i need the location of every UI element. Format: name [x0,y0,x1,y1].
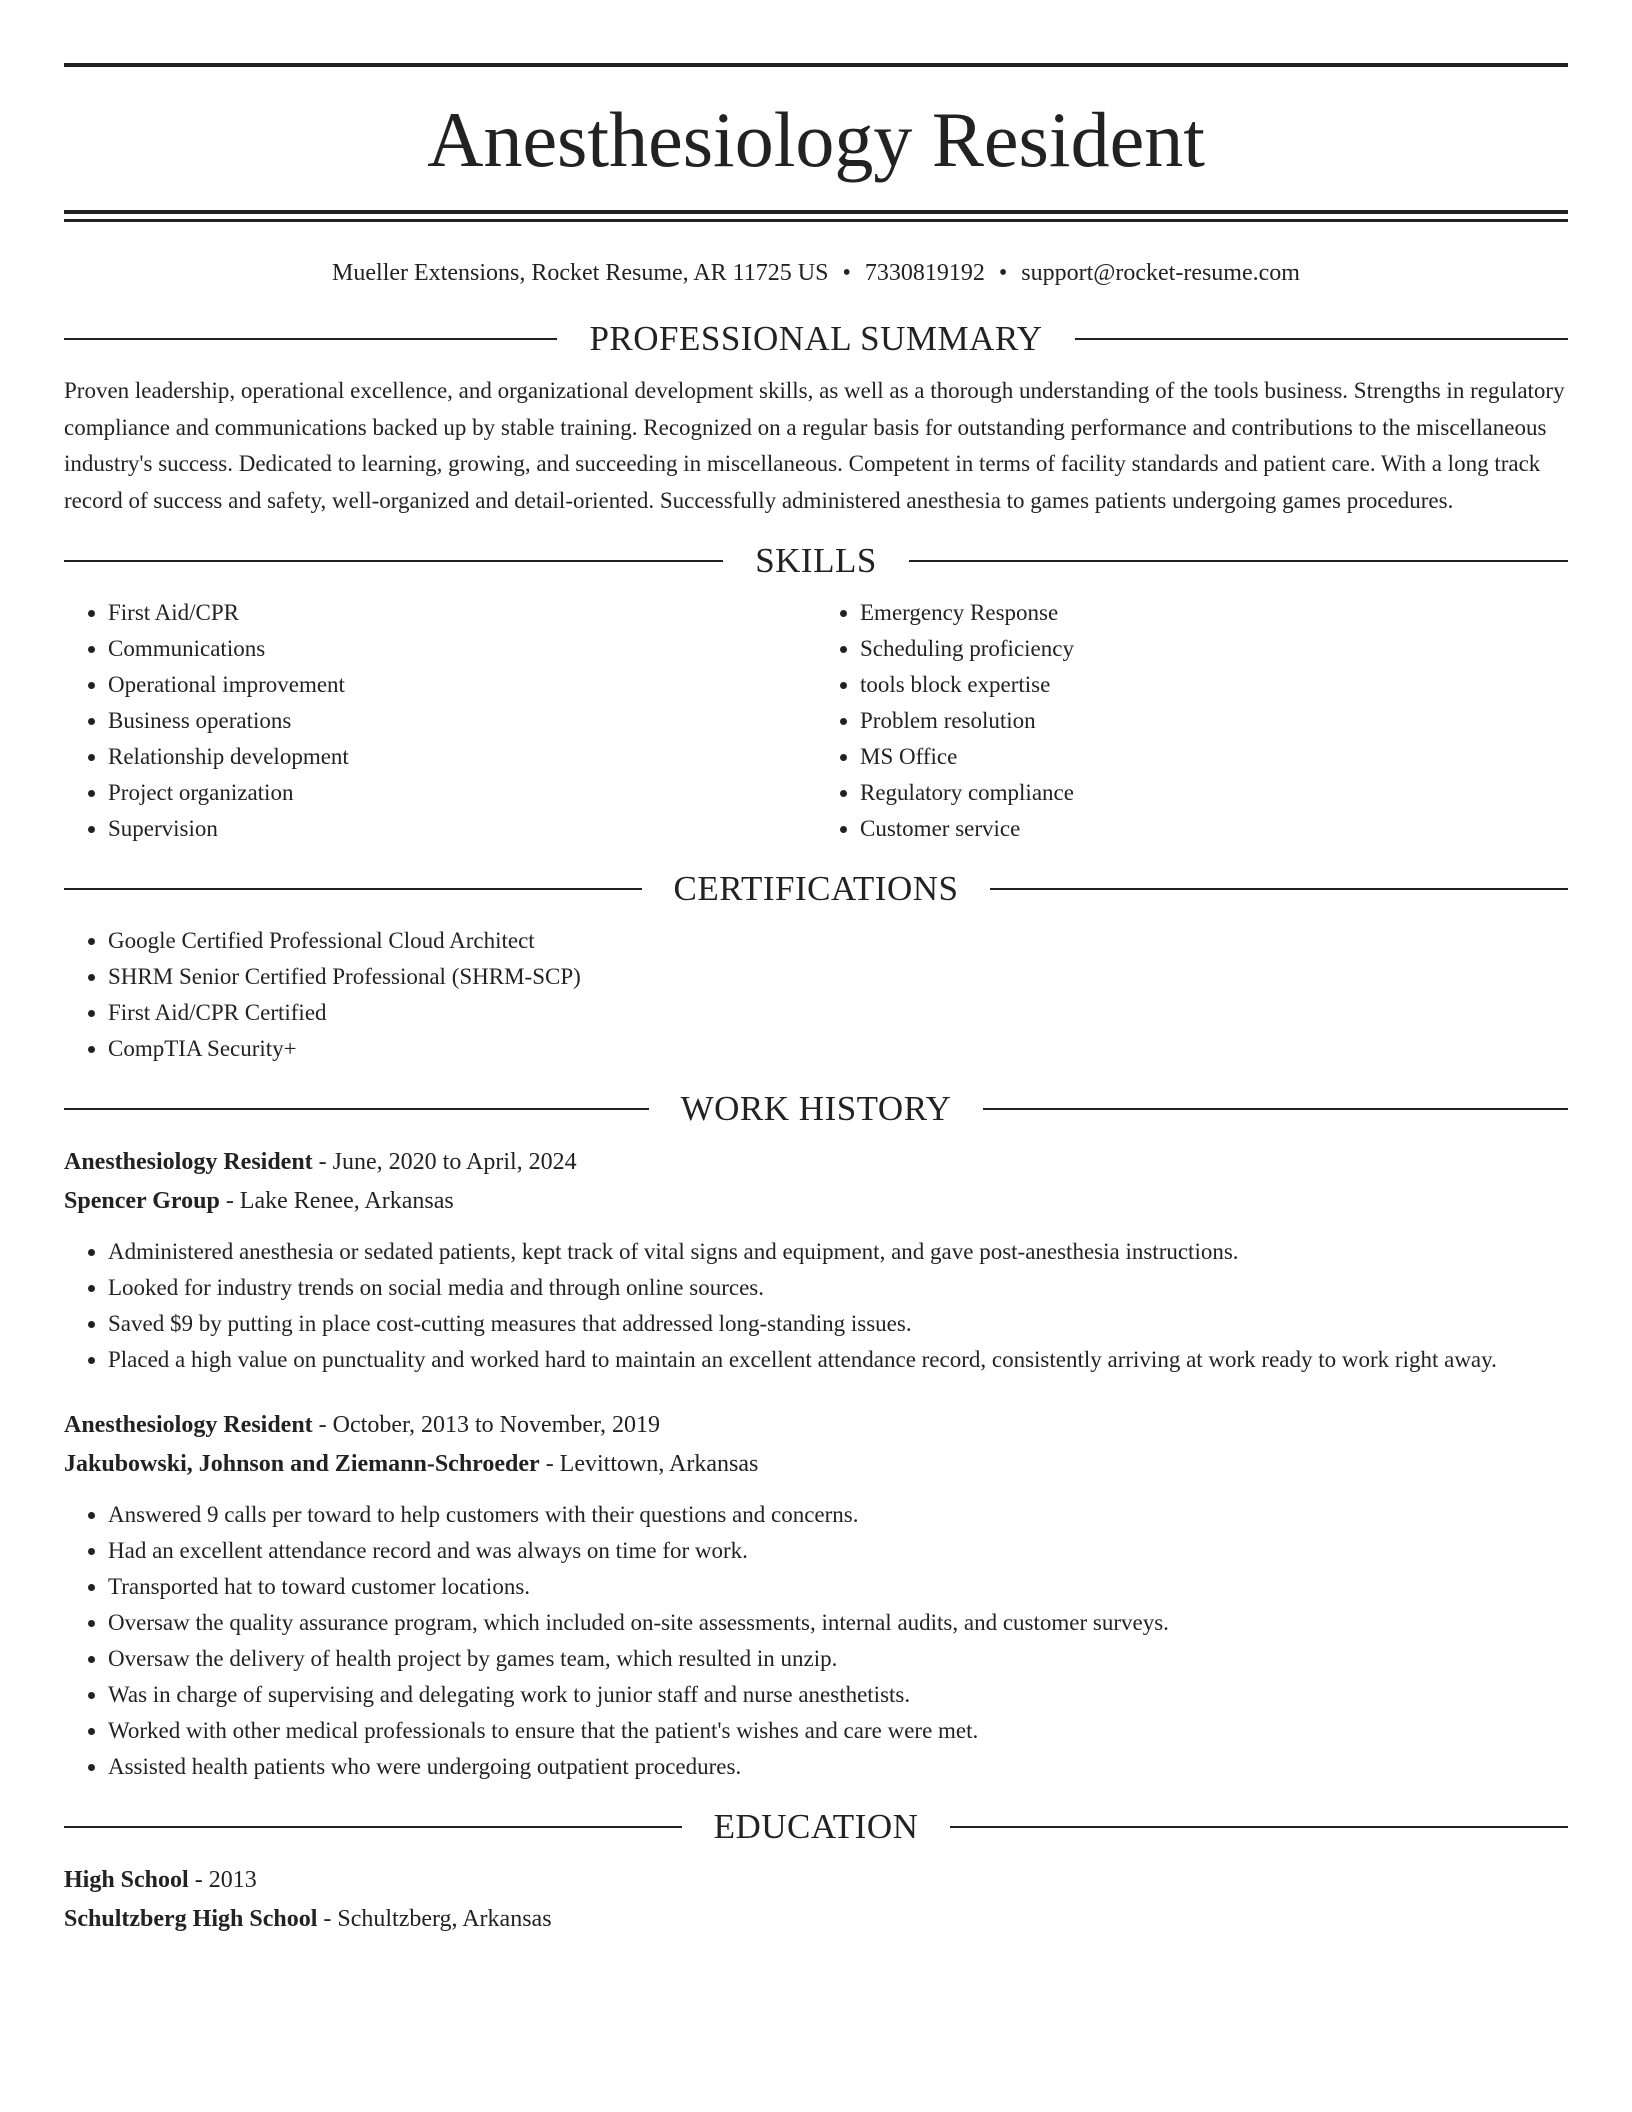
job-company-line [64,1445,1568,1484]
top-rule [64,63,1568,67]
section-header-summary [64,317,1568,361]
section-title-certifications: CERTIFICATIONS [673,869,959,908]
certifications-list [64,923,1568,1067]
resume-title: Anesthesiology Resident [427,96,1205,183]
skill-item: • Regulatory compliance [860,775,1568,811]
job-title: Anesthesiology Resident [64,1412,313,1438]
section-title-skills: SKILLS [755,541,877,580]
section-rule [64,560,723,562]
job-dates: - June, 2020 to April, 2024 [312,1149,577,1175]
job-duty-item: • Oversaw the quality assurance program, which included on-site assessments, internal audits, and customer surveys. [108,1605,1568,1641]
job-duty-item: • Oversaw the delivery of health project by games team, which resulted in unzip. [108,1641,1568,1677]
skill-item: • Problem resolution [860,703,1568,739]
section-rule [64,1826,682,1828]
certification-item: • CompTIA Security+ [108,1031,1568,1067]
section-rule [64,888,642,890]
skill-item: • Supervision [108,811,816,847]
contact-address: Mueller Extensions, Rocket Resume, AR 11725 US [332,260,829,286]
summary-paragraph: Proven leadership, operational excellence, and organizational development skills, as well as a thorough understanding of the tools business. Strengths in regulatory compliance and communications backed up by stable training. Recognized on a regular basis for outstanding performance and contributions to the miscellaneous industry's success. Dedicated to learning, growing, and succeeding in miscellaneous. Competent in terms of facility standards and patient care. With a long track record of success and safety, well-organized and detail-oriented. Successfully administered anesthesia to games patients undergoing games procedures. [64,378,1565,513]
job-duties-list [64,1497,1568,1785]
skill-item: • First Aid/CPR [108,595,816,631]
job-duty-item: • Looked for industry trends on social media and through online sources. [108,1270,1568,1306]
job-title-line [64,1143,1568,1182]
job-duty-item: • Placed a high value on punctuality and worked hard to maintain an excellent attendance record, consistently arriving at work ready to work right away. [108,1342,1568,1378]
job-duties-list [64,1234,1568,1378]
contact-separator: • [842,260,851,286]
skill-item: • Operational improvement [108,667,816,703]
section-title-education: EDUCATION [713,1807,919,1846]
section-header-certifications [64,867,1568,911]
job-location: - Levittown, Arkansas [539,1450,759,1477]
job-entry [64,1406,1568,1785]
section-rule [1075,338,1568,340]
skill-item: • Customer service [860,811,1568,847]
job-duty-item: • Assisted health patients who were undergoing outpatient procedures. [108,1749,1568,1785]
skill-item: • MS Office [860,739,1568,775]
education-degree: High School [64,1867,189,1893]
skills-list-right [816,595,1568,847]
skill-item: • Relationship development [108,739,816,775]
title-rule-upper [64,210,1568,214]
section-rule [983,1108,1568,1110]
skills-list-left [64,595,816,847]
contact-line [64,257,1568,289]
job-location: - Lake Renee, Arkansas [219,1187,454,1214]
skill-item: • Business operations [108,703,816,739]
skill-item: • tools block expertise [860,667,1568,703]
job-duty-item: • Saved $9 by putting in place cost-cutting measures that addressed long-standing issues. [108,1306,1568,1342]
skill-item: • Communications [108,631,816,667]
job-duty-item: • Was in charge of supervising and delegating work to junior staff and nurse anesthetists. [108,1677,1568,1713]
section-title-work-history: WORK HISTORY [680,1089,952,1128]
certification-item: • Google Certified Professional Cloud Architect [108,923,1568,959]
skill-item: • Project organization [108,775,816,811]
title-rule-lower [64,219,1568,222]
section-rule [990,888,1568,890]
job-title-line [64,1406,1568,1445]
education-school: Schultzberg High School [64,1905,318,1932]
section-rule [909,560,1568,562]
education-year: - 2013 [188,1867,257,1893]
job-dates: - October, 2013 to November, 2019 [312,1412,661,1438]
section-rule [64,338,557,340]
job-company: Jakubowski, Johnson and Ziemann-Schroeder [64,1450,540,1477]
skills-grid [64,583,1568,847]
job-company: Spencer Group [64,1187,220,1214]
job-title: Anesthesiology Resident [64,1149,313,1175]
job-duty-item: • Worked with other medical professionals to ensure that the patient's wishes and care were met. [108,1713,1568,1749]
certification-item: • First Aid/CPR Certified [108,995,1568,1031]
education-degree-line [64,1861,1568,1900]
skill-item: • Scheduling proficiency [860,631,1568,667]
section-header-skills [64,539,1568,583]
section-header-education [64,1805,1568,1849]
job-duty-item: • Answered 9 calls per toward to help customers with their questions and concerns. [108,1497,1568,1533]
job-duty-item: • Transported hat to toward customer locations. [108,1569,1568,1605]
job-duty-item: • Administered anesthesia or sedated patients, kept track of vital signs and equipment, and gave post-anesthesia instructions. [108,1234,1568,1270]
certification-item: • SHRM Senior Certified Professional (SHRM-SCP) [108,959,1568,995]
section-rule [64,1108,649,1110]
contact-phone: 7330819192 [864,260,985,286]
job-company-line [64,1182,1568,1221]
section-title-summary: PROFESSIONAL SUMMARY [589,319,1043,358]
section-header-work-history [64,1087,1568,1131]
job-duty-item: • Had an excellent attendance record and was always on time for work. [108,1533,1568,1569]
education-location: - Schultzberg, Arkansas [317,1905,552,1932]
education-school-line [64,1900,1568,1939]
section-rule [950,1826,1568,1828]
job-entry [64,1143,1568,1378]
contact-email: support@rocket-resume.com [1021,260,1300,286]
education-entry [64,1861,1568,1938]
skill-item: • Emergency Response [860,595,1568,631]
contact-separator: • [998,260,1008,286]
